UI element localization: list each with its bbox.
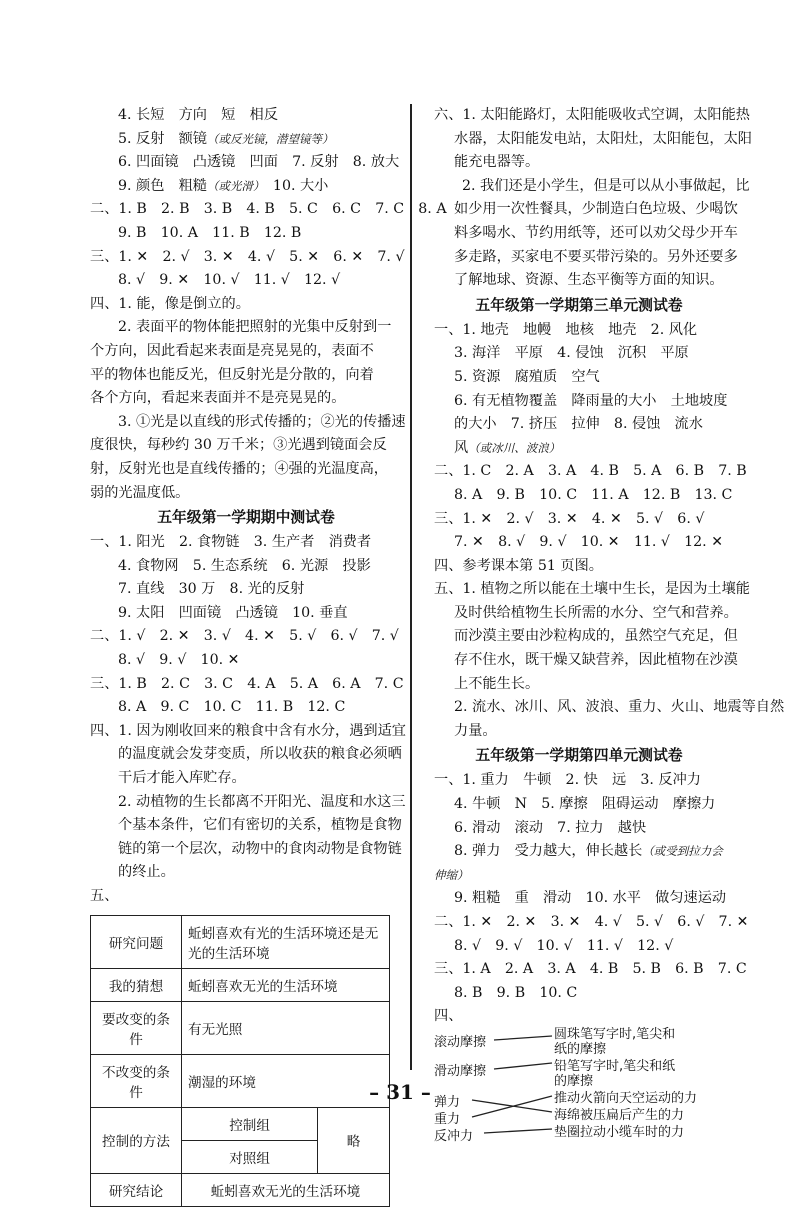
answer-line: 四、参考课本第 51 页图。 bbox=[434, 557, 603, 574]
answer-line: 7. 直线 30 万 8. 光的反射 bbox=[118, 581, 305, 598]
answer-line: 2. 动植物的生长都离不开阳光、温度和水这三 bbox=[118, 793, 406, 810]
answer-line: 五、1. 植物之所以能在土壤中生长，是因为土壤能 bbox=[434, 581, 750, 598]
answer-line: 如少用一次性餐具，少制造白色垃圾、少喝饮 bbox=[454, 201, 738, 218]
answer-line: 及时供给植物生长所需的水分、空气和营养。 bbox=[454, 604, 738, 621]
answer-line: 7. ✕ 8. √ 9. √ 10. ✕ 11. √ 12. ✕ bbox=[454, 534, 724, 551]
answer-line: 弱的光温度低。 bbox=[90, 484, 190, 501]
answer-line: 3. ①光是以直线的形式传播的；②光的传播速 bbox=[118, 413, 406, 430]
answer-line: 6. 凹面镜 凸透镜 凹面 7. 反射 8. 放大 bbox=[118, 154, 400, 171]
answer-line: 水器，太阳能发电站，太阳灶，太阳能包，太阳 bbox=[454, 130, 752, 147]
answer-line: 四、1. 能，像是倒立的。 bbox=[90, 295, 250, 312]
answer-line: 8. √ 9. √ 10. ✕ bbox=[118, 652, 240, 669]
answer-line: 2. 流水、冰川、风、波浪、重力、火山、地震等自然 bbox=[454, 699, 785, 716]
answer-line: 二、1. C 2. A 3. A 4. B 5. A 6. B 7. B bbox=[434, 463, 747, 480]
answer-line: 9. B 10. A 11. B 12. B bbox=[118, 224, 302, 241]
answer-line: 链的第一个层次，动物中的食肉动物是食物链 bbox=[118, 840, 402, 857]
answer-line: 平的物体也能反光，但反射光是分散的，向着 bbox=[90, 366, 374, 383]
table-value: 潮湿的环境 bbox=[182, 1054, 390, 1107]
table-key: 研究问题 bbox=[91, 915, 182, 968]
answer-line: 各个方向，看起来表面并不是亮晃晃的。 bbox=[90, 390, 346, 407]
answer-line: 了解地球、资源、生态平衡等方面的知识。 bbox=[454, 272, 724, 289]
experiment-table bbox=[90, 915, 390, 1207]
answer-line: 干后才能入库贮存。 bbox=[118, 770, 246, 787]
answer-note: （或反光镜，潜望镜等） bbox=[206, 131, 334, 146]
answer-line: 料多喝水、节约用纸等，还可以劝父母少开车 bbox=[454, 224, 738, 241]
answer-line: 6. 有无植物覆盖 降雨量的大小 土地坡度 bbox=[454, 392, 728, 409]
answer-line: 9. 太阳 凹面镜 凸透镜 10. 垂直 bbox=[118, 604, 348, 621]
table-key: 我的猜想 bbox=[91, 968, 182, 1001]
table-key: 不改变的条件 bbox=[91, 1054, 182, 1107]
answer-line: 能充电器等。 bbox=[454, 154, 540, 171]
answer-line: 4. 长短 方向 短 相反 bbox=[118, 107, 278, 123]
answer-line: 存不住水，既干燥又缺营养，因此植物在沙漠 bbox=[454, 652, 738, 669]
answer-line: 8. A 9. C 10. C 11. B 12. C bbox=[118, 699, 346, 716]
table-value: 对照组 bbox=[182, 1140, 318, 1173]
match-left-item: 重力 bbox=[434, 1111, 461, 1127]
answer-line: 9. 粗糙 重 滑动 10. 水平 做匀速运动 bbox=[454, 890, 727, 907]
answer-line: 的大小 7. 挤压 拉伸 8. 侵蚀 流水 bbox=[454, 416, 703, 433]
answer-line: 力量。 bbox=[454, 722, 497, 739]
section-title: 五年级第一学期期中测试卷 bbox=[157, 509, 335, 527]
match-right-item: 铅笔写字时,笔尖和纸 bbox=[554, 1058, 676, 1074]
answer-line: 3. 海洋 平原 4. 侵蚀 沉积 平原 bbox=[454, 345, 689, 362]
table-value: 有无光照 bbox=[182, 1001, 390, 1054]
answer-note: （或光滑） bbox=[206, 178, 259, 193]
answer-note: 伸缩） bbox=[434, 867, 469, 882]
section-title: 五年级第一学期第四单元测试卷 bbox=[475, 747, 683, 765]
answer-line: 8. B 9. B 10. C bbox=[454, 984, 578, 1001]
table-key: 控制的方法 bbox=[91, 1107, 182, 1173]
answer-line: 一、1. 地壳 地幔 地核 地壳 2. 风化 bbox=[434, 321, 698, 338]
table-key: 要改变的条件 bbox=[91, 1001, 182, 1054]
answer-line: 六、1. 太阳能路灯，太阳能吸收式空调，太阳能热 bbox=[434, 107, 750, 123]
answer-line: 风（或冰川、波浪） bbox=[454, 439, 561, 456]
answer-line: 一、1. 重力 牛顿 2. 快 远 3. 反冲力 bbox=[434, 772, 701, 789]
answer-line: 四、 bbox=[434, 1008, 463, 1025]
answer-line: 6. 滑动 滚动 7. 拉力 越快 bbox=[454, 819, 647, 836]
right-column bbox=[434, 104, 785, 1144]
answer-line: 一、1. 阳光 2. 食物链 3. 生产者 消费者 bbox=[90, 534, 372, 551]
answer-line: 五、 bbox=[90, 888, 119, 904]
answer-line: 个基本条件，它们有密切的关系，植物是食物 bbox=[118, 817, 402, 834]
table-value: 蚯蚓喜欢无光的生活环境 bbox=[182, 968, 390, 1001]
answer-line: 9. 颜色 粗糙（或光滑） 10. 大小 bbox=[118, 177, 329, 194]
left-column bbox=[90, 104, 447, 1207]
answer-line: 三、1. B 2. C 3. C 4. A 5. A 6. A 7. C bbox=[90, 675, 404, 692]
answer-line: 8. √ 9. ✕ 10. √ 11. √ 12. √ bbox=[118, 272, 341, 289]
answer-line: 多走路，买家电不要买带污染的。另外还要多 bbox=[454, 248, 738, 265]
answer-line: 4. 食物网 5. 生态系统 6. 光源 投影 bbox=[118, 557, 371, 574]
answer-line: 二、1. √ 2. ✕ 3. √ 4. ✕ 5. √ 6. √ 7. √ bbox=[90, 628, 399, 645]
match-right-item: 垫圈拉动小缆车时的力 bbox=[554, 1124, 685, 1140]
answer-line: 2. 表面平的物体能把照射的光集中反射到一 bbox=[118, 319, 392, 336]
answer-line: 8. √ 9. √ 10. √ 11. √ 12. √ bbox=[454, 937, 674, 954]
answer-line: 二、1. ✕ 2. ✕ 3. ✕ 4. √ 5. √ 6. √ 7. ✕ bbox=[434, 914, 749, 930]
match-right-item: 的摩擦 bbox=[554, 1073, 594, 1089]
answer-line: 5. 资源 腐殖质 空气 bbox=[454, 368, 600, 385]
answer-line: 的终止。 bbox=[118, 864, 175, 881]
answer-line: 三、1. A 2. A 3. A 4. B 5. B 6. B 7. C bbox=[434, 961, 747, 978]
table-value: 控制组 bbox=[182, 1107, 318, 1140]
match-right-item: 海绵被压扁后产生的力 bbox=[554, 1107, 685, 1123]
match-right-item: 推动火箭向天空运动的力 bbox=[554, 1090, 698, 1106]
section-title: 五年级第一学期第三单元测试卷 bbox=[475, 296, 683, 314]
answer-line: 而沙漠主要由沙粒构成的，虽然空气充足，但 bbox=[454, 628, 738, 645]
answer-line: 5. 反射 额镜（或反光镜，潜望镜等） bbox=[118, 130, 334, 147]
answer-line: 度很快，每秒约 30 万千米；③光遇到镜面会反 bbox=[90, 437, 387, 454]
answer-line: 上不能生长。 bbox=[454, 675, 540, 692]
table-key: 研究结论 bbox=[91, 1173, 182, 1206]
answer-note: （或冰川、波浪） bbox=[468, 440, 561, 455]
answer-line: 2. 我们还是小学生，但是可以从小事做起，比 bbox=[462, 177, 750, 194]
column-divider bbox=[410, 104, 412, 1070]
answer-line: 4. 牛顿 N 5. 摩擦 阻碍运动 摩擦力 bbox=[454, 796, 716, 813]
answer-line: 8. 弹力 受力越大，伸长越长（或受到拉力会 bbox=[454, 843, 723, 860]
answer-line: 射，反射光也是直线传播的；④强的光温度高， bbox=[90, 460, 388, 477]
match-right-item: 纸的摩擦 bbox=[554, 1041, 607, 1057]
page-number: – 31 – bbox=[369, 1080, 431, 1104]
answer-line: 三、1. ✕ 2. √ 3. ✕ 4. √ 5. ✕ 6. ✕ 7. √ bbox=[90, 248, 405, 265]
answer-line: 四、1. 因为刚收回来的粮食中含有水分，遇到适宜 bbox=[90, 722, 406, 739]
answer-line: 个方向，因此看起来表面是亮晃晃的，表面不 bbox=[90, 342, 374, 359]
answer-note: （或受到拉力会 bbox=[642, 844, 723, 859]
answer-line: 8. A 9. B 10. C 11. A 12. B 13. C bbox=[454, 486, 733, 503]
match-left-item: 反冲力 bbox=[434, 1128, 474, 1144]
answer-line: 三、1. ✕ 2. √ 3. ✕ 4. ✕ 5. √ 6. √ bbox=[434, 510, 705, 527]
answer-line bbox=[434, 864, 724, 888]
answer-line: 二、1. B 2. B 3. B 4. B 5. C 6. C 7. C 8. A bbox=[90, 201, 447, 218]
match-left-item: 滚动摩擦 bbox=[434, 1034, 487, 1050]
table-value: 略 bbox=[318, 1107, 390, 1173]
match-left-item: 滑动摩擦 bbox=[434, 1063, 487, 1079]
match-left-item: 弹力 bbox=[434, 1094, 461, 1110]
match-right-item: 圆珠笔写字时,笔尖和 bbox=[554, 1026, 676, 1042]
table-value: 蚯蚓喜欢无光的生活环境 bbox=[182, 1173, 390, 1206]
answer-line: 的温度就会发芽变质，所以收获的粮食必须晒 bbox=[118, 746, 402, 763]
table-value: 蚯蚓喜欢有光的生活环境还是无光的生活环境 bbox=[182, 915, 390, 968]
